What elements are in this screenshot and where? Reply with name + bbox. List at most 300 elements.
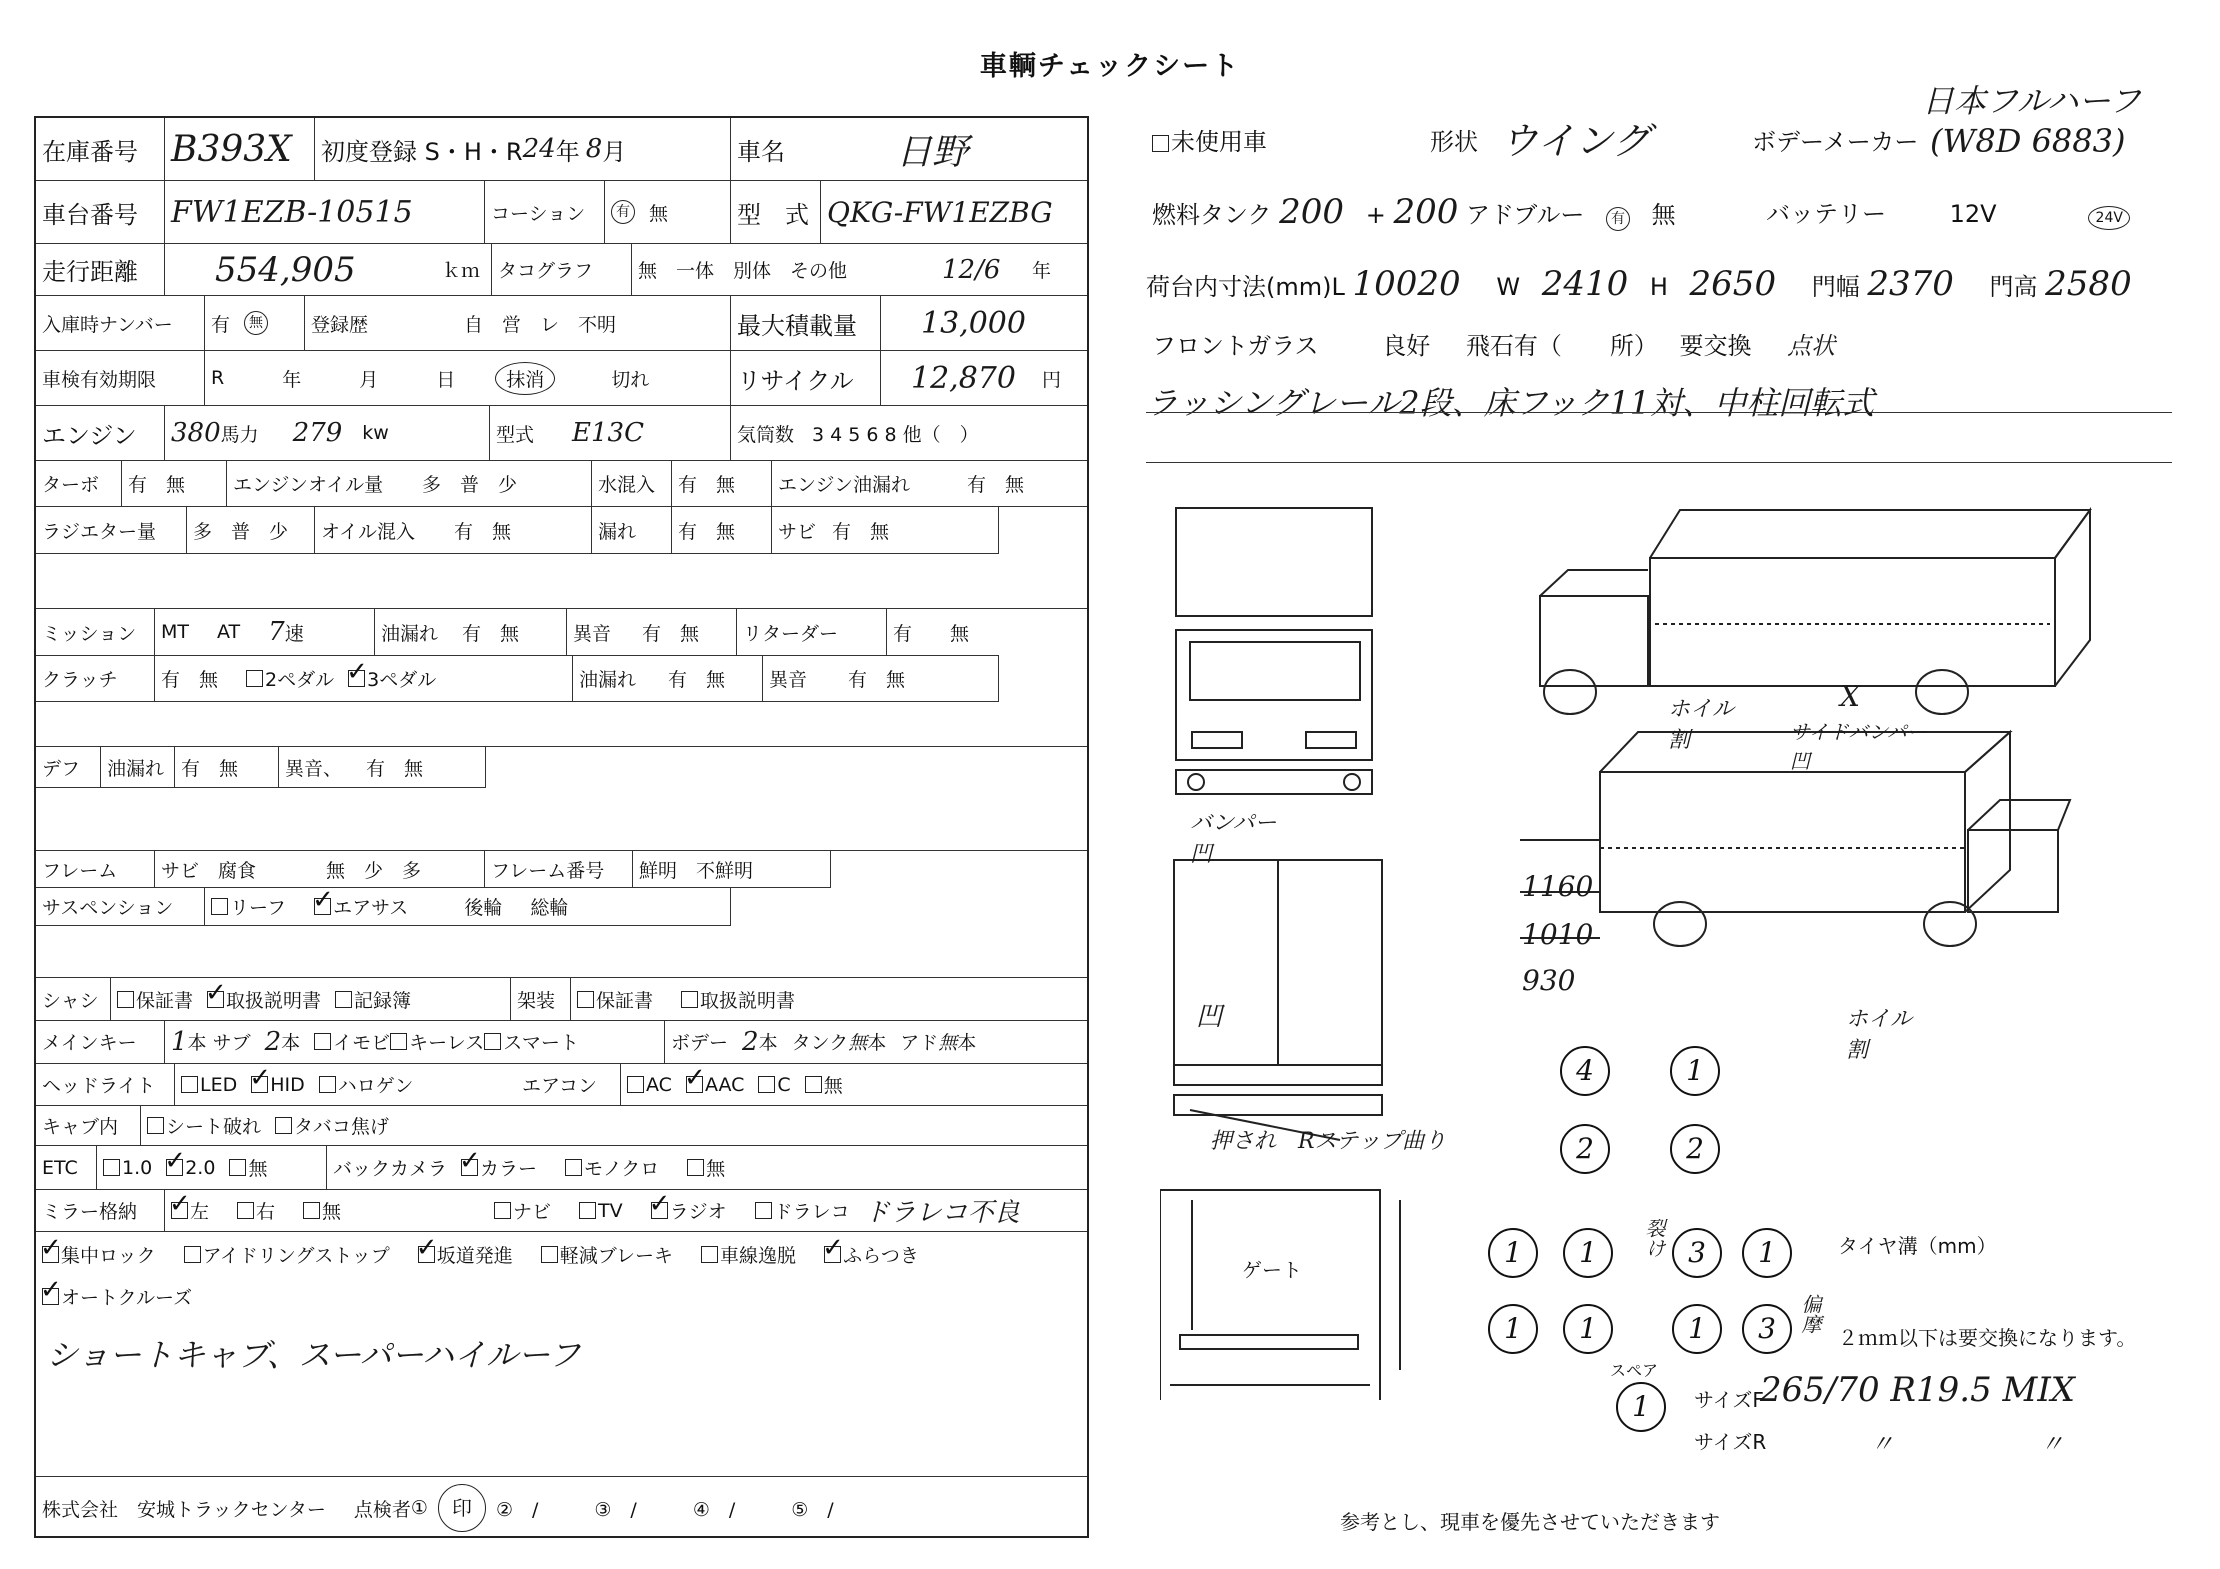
engine-kw-unit: kw <box>362 422 389 444</box>
body-maker-code[interactable]: (W8D 6883) <box>1930 122 2126 160</box>
row-chassis <box>36 181 1087 244</box>
chassis-warranty-checkbox[interactable] <box>117 991 134 1008</box>
mission-leak-opts[interactable]: 有 無 <box>462 622 520 645</box>
unused-label: 未使用車 <box>1171 128 1267 156</box>
smart-checkbox[interactable] <box>484 1033 501 1050</box>
tire-r4-3[interactable]: 1 <box>1672 1304 1722 1354</box>
ac-none: 無 <box>823 1075 843 1097</box>
chassis-value[interactable]: FW1EZB-10515 <box>164 181 484 243</box>
etc-options <box>96 1146 346 1189</box>
mileage-unit: ｋｍ <box>442 260 481 282</box>
row-suspension <box>36 887 731 926</box>
clutch-options <box>154 655 572 701</box>
etc-10: 1.0 <box>122 1156 153 1179</box>
mainkey-value[interactable]: 1 <box>171 1026 188 1057</box>
cylinder-options[interactable]: 3 4 5 6 8 他（ ） <box>812 423 979 446</box>
car-name-label: 車名 <box>730 118 820 180</box>
tank-unit: 本 <box>867 1032 887 1054</box>
tire-r3-2[interactable]: 1 <box>1563 1228 1613 1278</box>
ws-replace[interactable]: 要交換 <box>1679 332 1752 360</box>
row-docs <box>36 978 1087 1021</box>
size-f-label: サイズF <box>1694 1388 1764 1412</box>
company-name: 株式会社 安城トラックセンター <box>42 1498 326 1521</box>
clutch-2pedal: 2ペダル <box>265 668 335 691</box>
diff-row-end <box>485 747 486 787</box>
ws-note: 点状 <box>1787 332 1836 360</box>
dorareco-checkbox[interactable] <box>755 1202 772 1219</box>
cargo-label: 荷台内寸法(mm)L <box>1146 273 1345 301</box>
cargo-h-label: H <box>1649 273 1668 301</box>
clutch-leak-opts[interactable]: 有 無 <box>668 668 726 691</box>
ac-c: C <box>777 1073 791 1096</box>
clutch-3pedal-checkbox[interactable] <box>348 670 365 687</box>
av-options <box>488 1190 1087 1231</box>
row-inspection <box>36 351 1087 406</box>
car-name-value[interactable]: 日野 <box>896 131 969 173</box>
hl-hid: HID <box>270 1073 305 1096</box>
first-reg-label: 初度登録 S・H・R <box>321 137 523 166</box>
diag-x: X <box>1840 680 1860 713</box>
susp-air-checkbox[interactable] <box>314 898 331 915</box>
retarder-label: リターダー <box>736 609 886 655</box>
bc-mono-checkbox[interactable] <box>565 1159 582 1176</box>
engine-kw[interactable]: 279 <box>292 418 343 448</box>
rust-label: サビ <box>771 507 831 553</box>
fuel-tank-2[interactable]: 200 <box>1393 192 1459 232</box>
inspection-expired[interactable]: 切れ <box>611 368 650 391</box>
engine-model-label: 型式 <box>489 406 549 460</box>
fuel-plus: + <box>1365 201 1386 229</box>
inspection-date <box>204 351 730 405</box>
leak-label: 漏れ <box>591 507 651 553</box>
page-title: 車輌チェックシート <box>979 51 1241 82</box>
bc-color: カラー <box>480 1158 538 1180</box>
frame-row-end <box>830 851 831 887</box>
fuel-tank-row <box>1152 192 1676 232</box>
truck2-cab-top <box>1968 800 2070 830</box>
clutch-2pedal-checkbox[interactable] <box>246 670 263 687</box>
tacho-year-unit: 年 <box>1032 260 1052 282</box>
retarder-opts[interactable]: 有 無 <box>886 609 998 655</box>
size-r-value-1[interactable]: 〃 <box>1870 1430 1894 1458</box>
stock-value[interactable]: B393X <box>164 118 314 180</box>
ad-value[interactable]: 無 <box>938 1032 958 1054</box>
hl-hid-checkbox[interactable] <box>251 1076 268 1093</box>
hl-led-checkbox[interactable] <box>181 1076 198 1093</box>
radio-checkbox[interactable] <box>651 1202 668 1219</box>
ad-unit: 本 <box>957 1032 977 1054</box>
body-key-label: ボデー <box>671 1032 729 1054</box>
remarks[interactable]: ショートキャブ、スーパーハイルーフ <box>46 1336 581 1374</box>
check-form <box>34 116 1089 1538</box>
front-cab <box>1176 630 1372 760</box>
diag-gate-label: ゲート <box>1242 1258 1302 1282</box>
row-keys <box>36 1020 1087 1064</box>
tire-r4-2[interactable]: 1 <box>1563 1304 1613 1354</box>
clutch-leak-label: 油漏れ <box>572 655 662 701</box>
diag-bumper-note: バンパー 凹 <box>1190 811 1277 867</box>
cruise: オートクルーズ <box>61 1286 193 1309</box>
chassis-label: 車台番号 <box>42 200 138 229</box>
plate-label: 入庫時ナンバー <box>42 313 173 336</box>
engine-leak-opts[interactable]: 有 無 <box>967 474 1025 496</box>
plate-options <box>204 296 304 350</box>
inspector-1: ① <box>410 1497 428 1519</box>
shape-value[interactable]: ウイング <box>1500 119 1651 163</box>
bc-color-checkbox[interactable] <box>461 1159 478 1176</box>
first-reg-month-unit: 月 <box>602 137 627 166</box>
tire-r4-1[interactable]: 1 <box>1488 1304 1538 1354</box>
engine-leak-label: エンジン油漏れ <box>771 461 961 506</box>
adblue-no[interactable]: 無 <box>1651 201 1676 229</box>
keyless: キーレス <box>409 1032 485 1054</box>
engine-hp[interactable]: 380 <box>171 418 221 448</box>
model-value[interactable]: QKG-FW1EZBG <box>820 181 1087 243</box>
body-key-unit: 本 <box>758 1032 778 1054</box>
adblue-label: アドブルー <box>1466 201 1585 229</box>
cruise-checkbox[interactable] <box>42 1288 59 1305</box>
plate-yes[interactable]: 有 <box>211 313 231 336</box>
ws-good[interactable]: 良好 <box>1382 332 1431 360</box>
radiator-opts[interactable]: 多 普 少 <box>186 507 314 553</box>
front-light-right <box>1306 732 1356 748</box>
row-footer <box>36 1476 1087 1539</box>
chassis-warranty: 保証書 <box>136 989 194 1012</box>
inspection-cancel[interactable]: 抹消 <box>495 362 555 395</box>
inspection-r: R <box>211 367 225 389</box>
headlight-label: ヘッドライト <box>42 1075 156 1097</box>
diff-noise-label: 異音、 <box>278 747 360 787</box>
mainkey-unit: 本 サブ <box>187 1032 251 1054</box>
windshield-row <box>1152 326 1835 361</box>
first-reg-month[interactable]: 8 <box>585 134 603 164</box>
reg-history-options[interactable]: 自 営 レ 不明 <box>464 313 617 336</box>
cargo-w[interactable]: 2410 <box>1541 264 1629 304</box>
tacho-year-value[interactable]: 12/6 <box>942 254 1001 285</box>
hl-led: LED <box>200 1073 238 1096</box>
etc-10-checkbox[interactable] <box>103 1159 120 1176</box>
front-light-left <box>1192 732 1242 748</box>
clutch-label: クラッチ <box>42 668 118 691</box>
row-frame <box>36 851 831 888</box>
row-safety <box>36 1232 1087 1276</box>
note-line-1 <box>1146 412 2172 413</box>
front-bumper <box>1176 770 1372 794</box>
tire-r2-2[interactable]: 2 <box>1670 1124 1720 1174</box>
body-maker-label: ボデーメーカー <box>1752 128 1919 156</box>
navi-checkbox[interactable] <box>494 1202 511 1219</box>
tv: TV <box>598 1199 623 1222</box>
body-maker-value[interactable]: 日本フルハーフ <box>1922 82 2141 120</box>
mission-noise-opts[interactable]: 有 無 <box>642 622 700 645</box>
susp-rear[interactable]: 後輪 <box>464 896 503 919</box>
drowsy: ふらつき <box>843 1244 919 1267</box>
tire-r4-4[interactable]: 3 <box>1742 1304 1792 1354</box>
hl-halogen: ハロゲン <box>337 1075 414 1097</box>
inspector-2[interactable]: ② / <box>495 1498 539 1521</box>
tacho-options[interactable]: 無 一体 別体 その他 <box>631 244 931 295</box>
key-details <box>164 1020 664 1063</box>
cylinder-label: 気筒数 <box>730 406 810 460</box>
row-blank-1 <box>36 553 1087 609</box>
engine-power <box>164 406 514 460</box>
suspension-label: サスペンション <box>42 896 174 919</box>
battery-24v[interactable]: 24V <box>2088 206 2130 230</box>
backcam-label: バックカメラ <box>333 1158 448 1180</box>
mirror-none: 無 <box>322 1201 342 1223</box>
engine-hp-unit: 馬力 <box>220 423 259 446</box>
truck2-wheel-front <box>1924 902 1976 946</box>
keyless-checkbox[interactable] <box>390 1033 407 1050</box>
aircon-label: エアコン <box>522 1075 598 1097</box>
tire-r3-4[interactable]: 1 <box>1742 1228 1792 1278</box>
cab-tobacco-checkbox[interactable] <box>275 1117 292 1134</box>
susp-leaf-checkbox[interactable] <box>211 898 228 915</box>
ac-aac-checkbox[interactable] <box>686 1076 703 1093</box>
mission-noise-label: 異音 <box>566 609 636 655</box>
suspension-options <box>204 887 724 925</box>
hill-start-checkbox[interactable] <box>418 1246 435 1263</box>
chassis-manual: 取扱説明書 <box>226 989 322 1012</box>
diag-oil-leak-1: ホイル 割 <box>1668 697 1735 753</box>
ac-none-checkbox[interactable] <box>805 1076 822 1093</box>
row-etc <box>36 1146 1087 1190</box>
subkey-unit: 本 <box>281 1032 301 1054</box>
turbo-opts[interactable]: 有 無 <box>121 461 226 506</box>
size-r-value-2[interactable]: 〃 <box>2040 1430 2064 1458</box>
clutch-opts[interactable]: 有 無 <box>161 668 219 691</box>
dorareco-note: ドラレコ不良 <box>863 1198 1020 1228</box>
body-manual-checkbox[interactable] <box>681 991 698 1008</box>
bc-none: 無 <box>706 1158 726 1180</box>
cab-seat-checkbox[interactable] <box>147 1117 164 1134</box>
row-blank-4 <box>36 925 1087 978</box>
row-remarks <box>36 1318 1087 1388</box>
susp-all[interactable]: 総輪 <box>530 896 569 919</box>
diff-label: デフ <box>42 757 81 780</box>
recycle-label: リサイクル <box>730 351 880 405</box>
truck1-cab-top <box>1540 570 1648 596</box>
cargo-w-label: W <box>1496 273 1521 301</box>
row-cab <box>36 1106 1087 1146</box>
light-brake: 軽減ブレーキ <box>559 1244 674 1267</box>
hill-start: 坂道発進 <box>436 1244 513 1267</box>
frame-no-opts[interactable]: 鮮明 不鮮明 <box>632 851 830 887</box>
mission-mt[interactable]: MT <box>161 621 189 643</box>
chassis-record-checkbox[interactable] <box>335 991 352 1008</box>
radio: ラジオ <box>669 1201 727 1223</box>
mirror-options <box>164 1190 464 1231</box>
engine-model-value[interactable]: E13C <box>572 418 644 448</box>
diff-noise-opts[interactable]: 有 無 <box>366 757 424 780</box>
cab-tobacco: タバコ焦げ <box>294 1116 389 1138</box>
fuel-tank-1[interactable]: 200 <box>1279 192 1345 232</box>
inspector-stamp: 印 <box>438 1484 486 1532</box>
inspection-label: 車検有効期限 <box>42 368 157 391</box>
footer-note: 参考とし、現車を優先させていただきます <box>1340 1510 1720 1534</box>
front-lamp-r <box>1344 774 1360 790</box>
equip-note[interactable]: ラッシングレール2段、床フック11対、中柱回転式 <box>1146 384 1875 422</box>
tire-r3-3[interactable]: 3 <box>1672 1228 1722 1278</box>
idling-stop-checkbox[interactable] <box>184 1246 201 1263</box>
mirror-none-checkbox[interactable] <box>303 1202 320 1219</box>
diag-1010: 1010 <box>1522 918 1594 951</box>
hl-halogen-checkbox[interactable] <box>319 1076 336 1093</box>
chassis-record: 記録簿 <box>354 989 412 1012</box>
leak-opts[interactable]: 有 無 <box>671 507 771 553</box>
oil-mix-opts[interactable]: 有 無 <box>454 520 512 543</box>
immobi: イモビ <box>333 1032 391 1054</box>
cargo-h[interactable]: 2650 <box>1689 264 1777 304</box>
light-brake-checkbox[interactable] <box>541 1246 558 1263</box>
tire-note-uneven: 偏摩 <box>1798 1294 1822 1334</box>
first-reg-year[interactable]: 24 <box>522 134 556 164</box>
inspector-4[interactable]: ④ / <box>692 1498 736 1521</box>
aircon-options <box>620 1064 1087 1105</box>
row-clutch <box>36 655 999 702</box>
central-lock-checkbox[interactable] <box>42 1246 59 1263</box>
cab-options <box>140 1106 640 1145</box>
frame-rust-opts[interactable]: 無 少 多 <box>326 859 422 882</box>
bc-mono: モノクロ <box>584 1158 660 1180</box>
frame-no-label: フレーム番号 <box>484 851 624 887</box>
front-windshield <box>1190 642 1360 700</box>
diag-side-bumper: サイドバンパー 凹 <box>1790 720 1927 773</box>
inspector-5[interactable]: ⑤ / <box>791 1498 834 1521</box>
tire-r3-1[interactable]: 1 <box>1488 1228 1538 1278</box>
unused-checkbox[interactable] <box>1152 135 1169 152</box>
mission-at[interactable]: AT <box>217 621 241 643</box>
mission-label: ミッション <box>42 622 137 645</box>
clutch-row-end <box>998 655 999 701</box>
oil-level-label: エンジンオイル量 <box>226 461 416 506</box>
inspection-day: 日 <box>436 368 456 391</box>
row-turbo <box>36 461 1087 507</box>
body-key-value[interactable]: 2 <box>742 1026 759 1057</box>
row-mirror <box>36 1190 1087 1232</box>
inspector-3[interactable]: ③ / <box>594 1498 637 1521</box>
plate-no[interactable]: 無 <box>244 311 268 335</box>
cargo-l[interactable]: 10020 <box>1352 264 1461 304</box>
water-mix-opts[interactable]: 有 無 <box>671 461 771 506</box>
mileage-label: 走行距離 <box>42 258 138 286</box>
coating-yes[interactable]: 有 <box>611 200 635 224</box>
subkey-value[interactable]: 2 <box>264 1026 282 1057</box>
etc-label: ETC <box>42 1156 78 1179</box>
size-f-value[interactable]: 265/70 R19.5 MIX <box>1760 1370 2075 1410</box>
diag-oil-leak-2: ホイル 割 <box>1846 1007 1913 1063</box>
chassis-docs-label: シャシ <box>42 989 99 1012</box>
mission-type <box>154 609 374 655</box>
mirror-left-checkbox[interactable] <box>171 1202 188 1219</box>
adblue-yes[interactable]: 有 <box>1606 207 1630 231</box>
door-w-label: 門幅 <box>1811 273 1860 301</box>
row-mileage <box>36 244 1087 296</box>
body-docs-label: 架装 <box>510 978 570 1020</box>
etc-none: 無 <box>248 1158 268 1180</box>
battery-12v[interactable]: 12V <box>1949 200 1997 228</box>
recycle-value[interactable]: 12,870 <box>880 351 1050 405</box>
clutch-3pedal: 3ペダル <box>367 668 437 691</box>
clutch-noise-opts[interactable]: 有 無 <box>848 668 906 691</box>
door-h[interactable]: 2580 <box>2045 264 2132 304</box>
row-engine <box>36 406 1087 461</box>
diag-rear-note: 押され Rステップ曲り <box>1210 1129 1447 1154</box>
door-h-label: 門高 <box>1989 273 2038 301</box>
truck1-box-top <box>1650 510 2090 558</box>
row-plate <box>36 296 1087 351</box>
truck1-wheel-front <box>1544 670 1596 714</box>
max-load-value[interactable]: 13,000 <box>880 296 1087 350</box>
rust-opts[interactable]: 有 無 <box>832 520 890 543</box>
mirror-right-checkbox[interactable] <box>237 1202 254 1219</box>
cab-label: キャブ内 <box>42 1116 119 1138</box>
cruise-option <box>36 1276 436 1316</box>
bc-none-checkbox[interactable] <box>687 1159 704 1176</box>
inspector-label: 点検者 <box>353 1498 411 1521</box>
body-warranty-checkbox[interactable] <box>577 991 594 1008</box>
radiator-label: ラジエター量 <box>42 520 157 543</box>
turbo-label: ターボ <box>42 474 100 496</box>
ac-c-checkbox[interactable] <box>758 1076 775 1093</box>
radiator-row-end <box>998 507 999 553</box>
oil-mix-label: オイル混入 <box>314 507 434 553</box>
mirror-left: 左 <box>190 1201 210 1223</box>
note-line-2 <box>1146 462 2172 463</box>
dorareco: ドラレコ <box>773 1201 850 1223</box>
chassis-manual-checkbox[interactable] <box>207 991 224 1008</box>
ad-label: アド <box>900 1032 939 1054</box>
rear-bumper <box>1174 1065 1382 1085</box>
susp-air: エアサス <box>333 896 409 919</box>
etc-20-checkbox[interactable] <box>166 1159 183 1176</box>
model-label: 型 式 <box>730 181 820 243</box>
spare-tire[interactable]: 1 <box>1616 1382 1666 1432</box>
footer-content <box>36 1477 1087 1539</box>
shape-label: 形状 <box>1430 128 1478 156</box>
coating-no[interactable]: 無 <box>649 202 669 225</box>
gate-bar <box>1180 1335 1358 1349</box>
row-blank-3 <box>36 787 1087 851</box>
immobi-checkbox[interactable] <box>314 1033 331 1050</box>
mileage-value[interactable]: 554,905 <box>164 244 474 295</box>
diff-leak-opts[interactable]: 有 無 <box>174 747 278 787</box>
inspection-year: 年 <box>282 368 302 391</box>
drowsy-checkbox[interactable] <box>824 1246 841 1263</box>
rear-step <box>1174 1095 1382 1115</box>
first-reg-cell <box>314 118 764 180</box>
frame-rust-label: サビ 腐食 <box>154 851 314 887</box>
truck1-wheel-rear <box>1916 670 1968 714</box>
ws-chip[interactable]: 飛石有（ 所） <box>1465 332 1658 360</box>
tire-r1-2[interactable]: 1 <box>1670 1046 1720 1096</box>
tank-value[interactable]: 無 <box>848 1032 868 1054</box>
etc-none-checkbox[interactable] <box>229 1159 246 1176</box>
tv-checkbox[interactable] <box>579 1202 596 1219</box>
tire-r2-1[interactable]: 2 <box>1560 1124 1610 1174</box>
door-w[interactable]: 2370 <box>1867 264 1954 304</box>
tacho-label: タコグラフ <box>491 244 631 295</box>
ac-ac-checkbox[interactable] <box>627 1076 644 1093</box>
tire-r1-1[interactable]: 4 <box>1560 1046 1610 1096</box>
lane-depart-checkbox[interactable] <box>701 1246 718 1263</box>
diag-1160: 1160 <box>1522 870 1594 903</box>
oil-level-opts[interactable]: 多 普 少 <box>422 474 518 496</box>
cab-seat: シート破れ <box>166 1116 262 1138</box>
mission-speed-value[interactable]: 7 <box>268 617 285 647</box>
body-keys <box>664 1020 1087 1063</box>
truck2-box-side <box>1965 732 2010 912</box>
